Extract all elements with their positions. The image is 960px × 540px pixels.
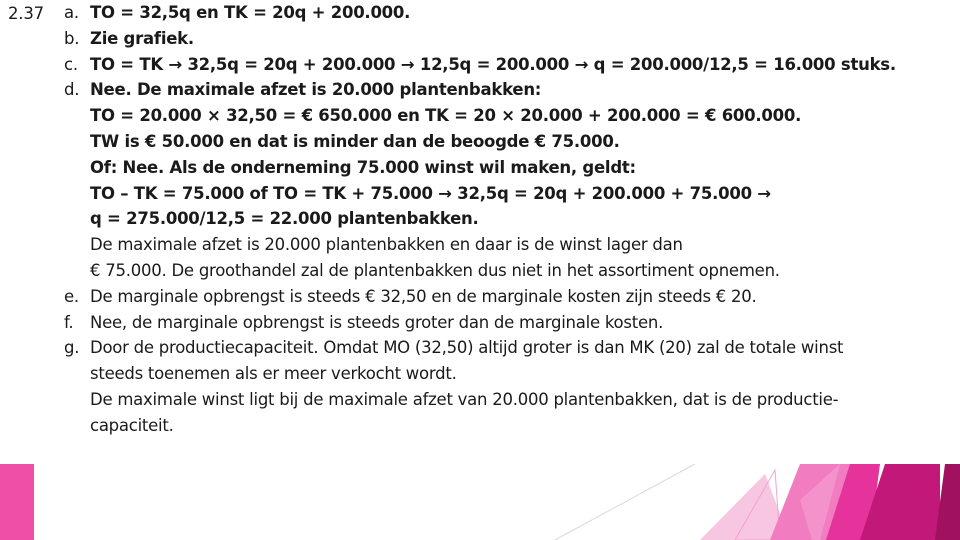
item-marker: a. — [64, 3, 79, 22]
answer-text: € 75.000. De groothandel zal de plantenbakken dus niet in het assortiment opnemen. — [90, 261, 780, 280]
item-marker: e. — [64, 286, 79, 306]
answer-text: TO = TK → 32,5q = 20q + 200.000 → 12,5q = 200.000 → q = 200.000/12,5 = 16.000 stuks. — [90, 54, 896, 74]
answer-text: TO = 20.000 × 32,50 = € 650.000 en TK = 20 × 20.000 + 200.000 = € 600.000. — [90, 106, 802, 126]
item-marker: g. — [64, 338, 80, 358]
thin-diagonal-line — [555, 464, 695, 540]
answer-text: Zie grafiek. — [90, 28, 194, 48]
exercise-number: 2.37 — [8, 4, 44, 23]
answer-text: Of: Nee. Als de onderneming 75.000 winst wil maken, geldt: — [90, 157, 636, 177]
outlined-triangle — [735, 470, 780, 540]
answer-text: Nee. De maximale afzet is 20.000 plantenbakken: — [90, 80, 542, 100]
item-marker: c. — [64, 54, 78, 74]
pink-facet-left — [770, 464, 840, 540]
answer-text: De maximale winst ligt bij de maximale afzet van 20.000 plantenbakken, dat is de productie- — [90, 390, 839, 409]
pink-facet-middle — [820, 464, 880, 540]
answer-text: steeds toenemen als er meer verkocht wordt. — [90, 364, 457, 384]
magenta-facet — [860, 464, 940, 540]
answer-text: De maximale afzet is 20.000 plantenbakken en daar is de winst lager dan — [90, 235, 683, 255]
answer-text: De marginale opbrengst is steeds € 32,50 en de marginale kosten zijn steeds € 20. — [90, 286, 757, 306]
answer-text: capaciteit. — [90, 415, 174, 435]
item-marker: f. — [64, 312, 74, 332]
answer-text: Nee, de marginale opbrengst is steeds groter dan de marginale kosten. — [90, 312, 664, 332]
light-facet-highlight — [800, 464, 850, 540]
answer-text: Door de productiecapaciteit. Omdat MO (32,50) altijd groter is dan MK (20) zal de totale winst — [90, 338, 844, 358]
answer-text: TO – TK = 75.000 of TO = TK + 75.000 → 32,5q = 20q + 200.000 + 75.000 → — [90, 183, 771, 203]
light-pink-triangle — [700, 474, 790, 540]
answer-text: TO = 32,5q en TK = 20q + 200.000. — [90, 3, 411, 22]
magenta-facet-right — [935, 464, 960, 540]
answer-text: TW is € 50.000 en dat is minder dan de beoogde € 75.000. — [90, 132, 620, 151]
left-pink-bar — [0, 464, 34, 540]
item-marker: b. — [64, 28, 80, 48]
answer-text: q = 275.000/12,5 = 22.000 plantenbakken. — [90, 209, 479, 229]
item-marker: d. — [64, 80, 80, 100]
